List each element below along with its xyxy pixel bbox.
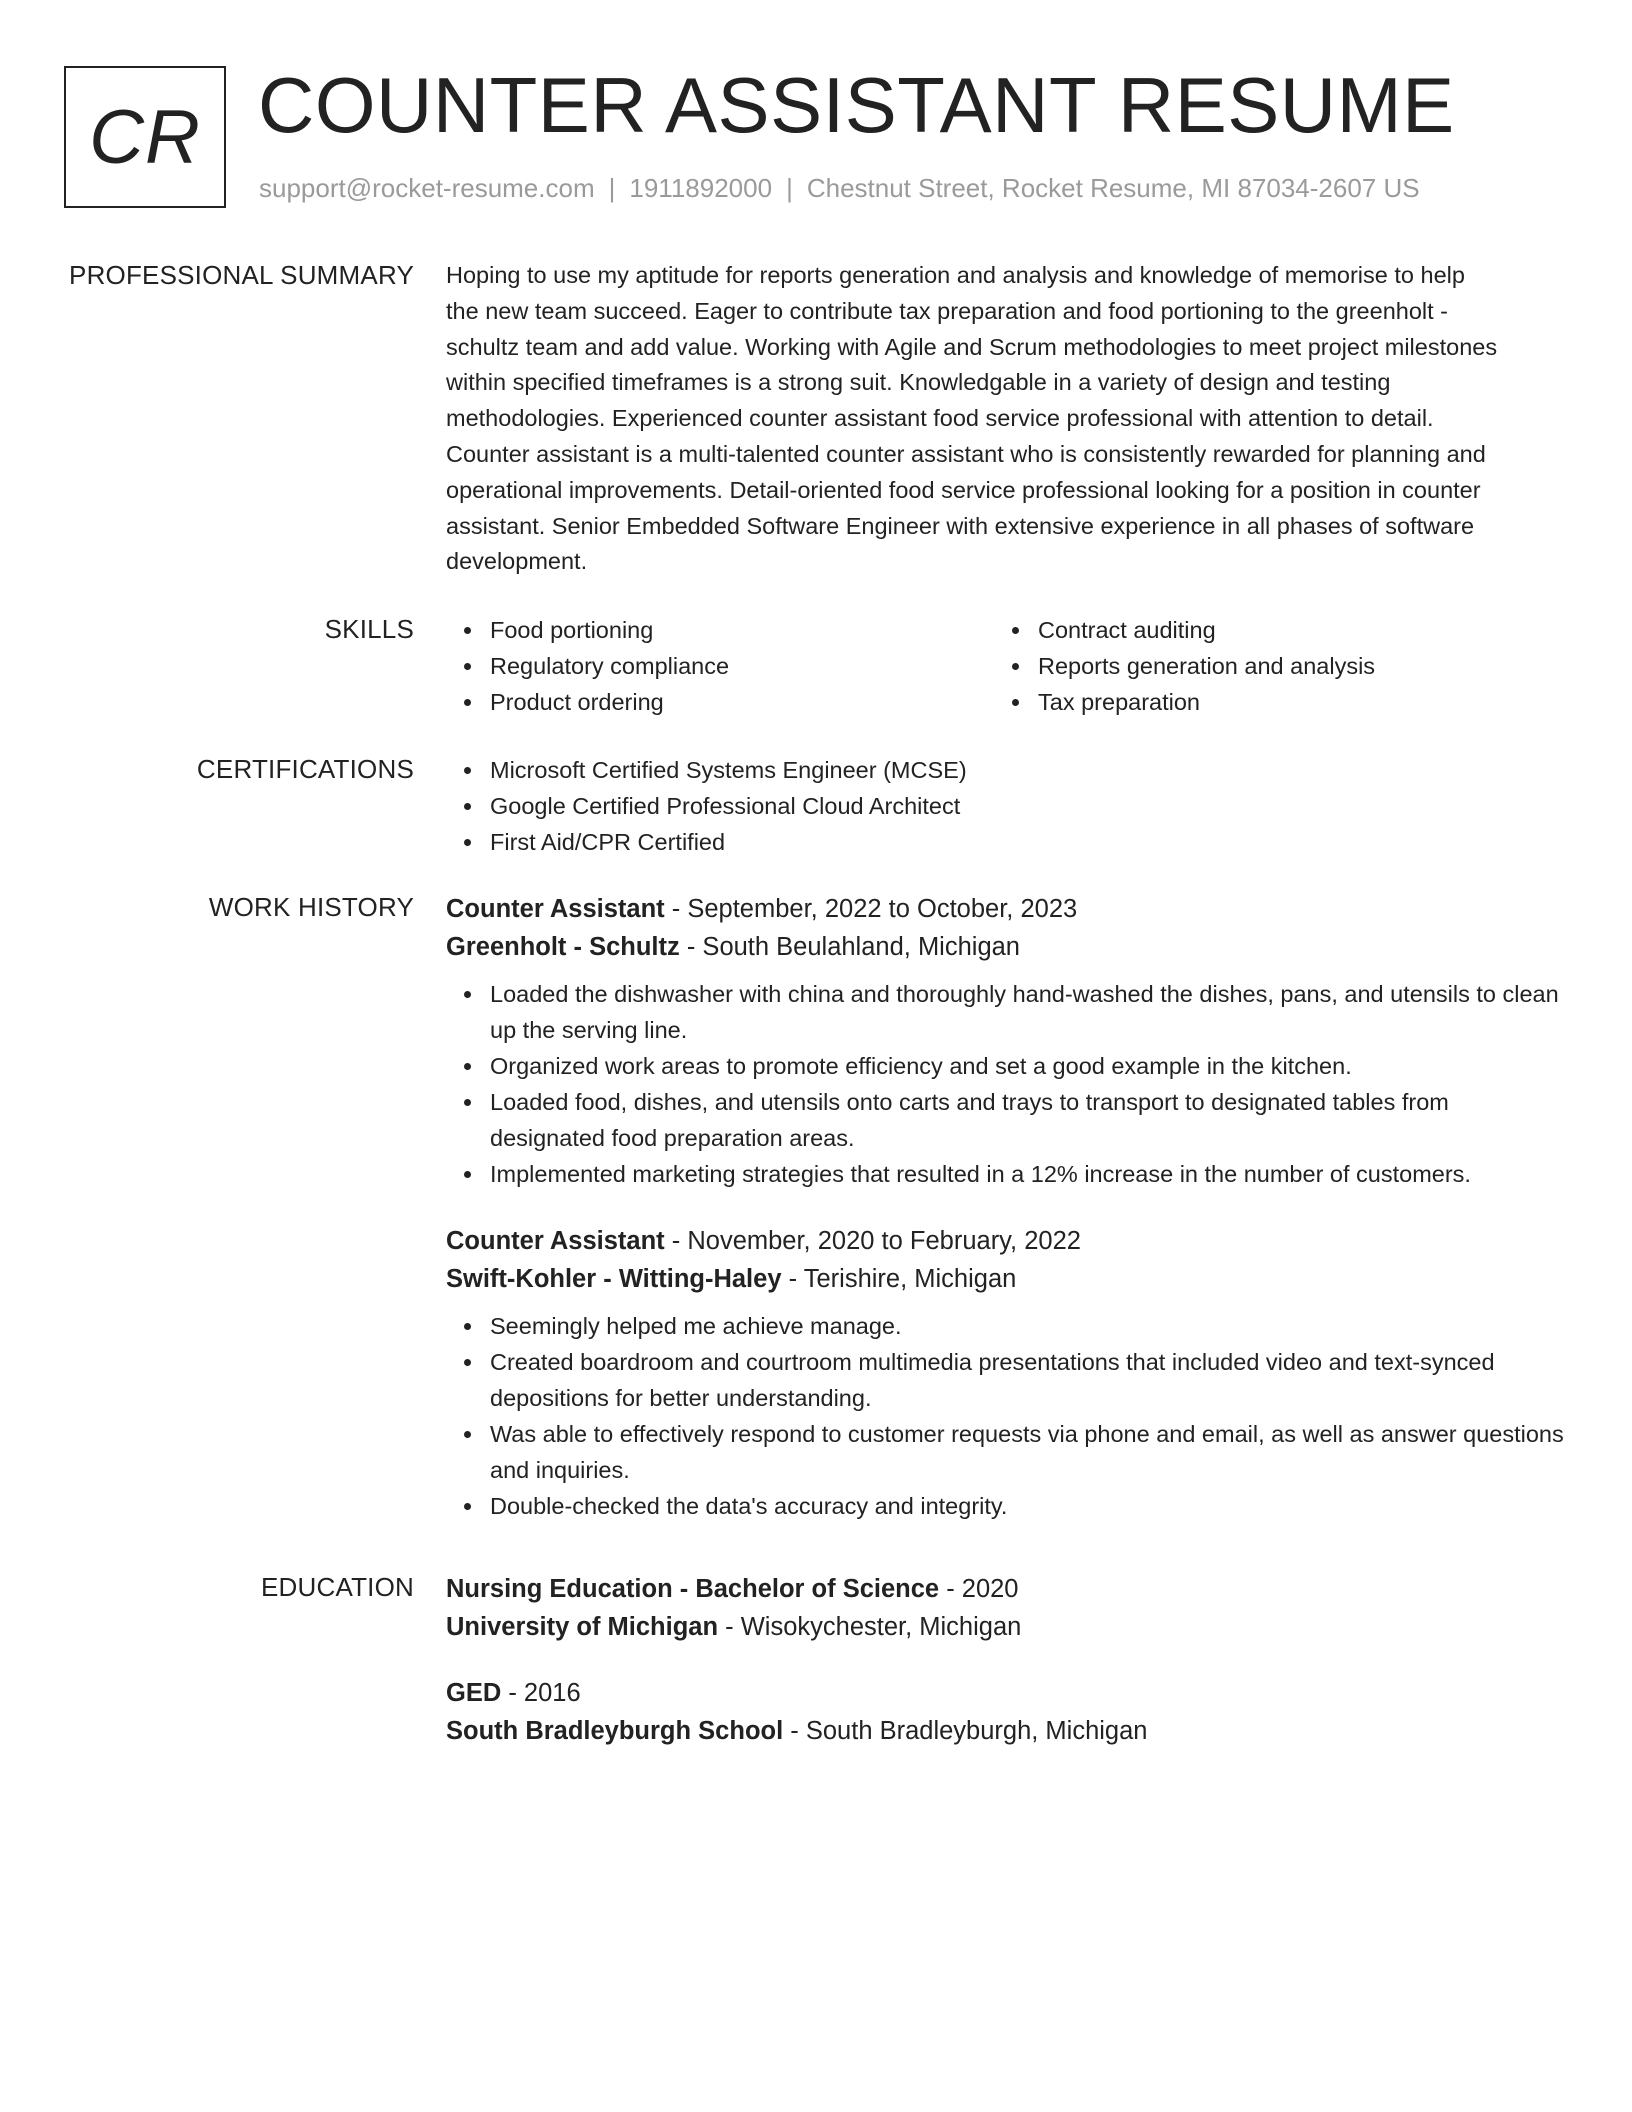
job-duty: Was able to effectively respond to customer requests via phone and email, as well as answer questions and inquiries.	[446, 1416, 1566, 1488]
certifications-list	[446, 752, 1566, 860]
job-title-line	[446, 1222, 1566, 1260]
education-label: EDUCATION	[261, 1572, 414, 1602]
job-employer-line	[446, 928, 1566, 966]
certification-item: Microsoft Certified Systems Engineer (MCSE)	[446, 752, 1566, 788]
job-employer: Swift-Kohler - Witting-Haley	[446, 1265, 782, 1293]
education-school-line	[446, 1712, 1566, 1750]
skills-list-right	[994, 612, 1542, 720]
job-duties-list	[446, 976, 1566, 1192]
job-employer: Greenholt - Schultz	[446, 933, 680, 961]
skills-label: SKILLS	[324, 614, 414, 644]
education-school-line	[446, 1608, 1566, 1646]
job-dates: - September, 2022 to October, 2023	[671, 895, 1078, 923]
job-duty: Seemingly helped me achieve manage.	[446, 1308, 1566, 1344]
contact-phone[interactable]: 1911892000	[629, 173, 773, 203]
education-degree: Nursing Education - Bachelor of Science	[446, 1575, 940, 1603]
skill-item: Product ordering	[446, 684, 994, 720]
job-duty: Organized work areas to promote efficiency and set a good example in the kitchen.	[446, 1048, 1566, 1084]
education-degree-line	[446, 1570, 1566, 1608]
summary-line: within specified timeframes is a strong suit. Knowledgable in a variety of design and testing	[446, 369, 1391, 396]
job-title: Counter Assistant	[446, 1227, 665, 1255]
education-school: South Bradleyburgh School	[446, 1717, 784, 1745]
summary-label: PROFESSIONAL SUMMARY	[69, 260, 414, 290]
job-duties-list	[446, 1308, 1566, 1524]
job-title: Counter Assistant	[446, 895, 665, 923]
job-location: - Terishire, Michigan	[788, 1265, 1017, 1293]
job-location: - South Beulahland, Michigan	[686, 933, 1020, 961]
contact-separator: |	[786, 173, 793, 203]
summary-line: the new team succeed. Eager to contribute tax preparation and food portioning to the greenholt -	[446, 297, 1449, 324]
education-school: University of Michigan	[446, 1613, 719, 1641]
summary-line: Counter assistant is a multi-talented counter assistant who is consistently rewarded for planning and	[446, 440, 1486, 467]
education-year: - 2020	[946, 1575, 1019, 1603]
job-duty: Double-checked the data's accuracy and integrity.	[446, 1488, 1566, 1524]
skill-item: Tax preparation	[994, 684, 1542, 720]
monogram-logo: CR	[64, 66, 226, 208]
summary-line: assistant. Senior Embedded Software Engineer with extensive experience in all phases of software	[446, 512, 1475, 539]
education-degree: GED	[446, 1679, 502, 1707]
certifications-body	[446, 752, 1566, 860]
contact-email[interactable]: support@rocket-resume.com	[259, 173, 595, 203]
summary-line: methodologies. Experienced counter assistant food service professional with attention to detail.	[446, 405, 1434, 432]
certification-item: First Aid/CPR Certified	[446, 824, 1566, 860]
education-location: - Wisokychester, Michigan	[725, 1613, 1022, 1641]
education-entry	[446, 1674, 1566, 1750]
summary-line: Hoping to use my aptitude for reports generation and analysis and knowledge of memorise to help	[446, 262, 1465, 288]
job-entry	[446, 1222, 1566, 1524]
contact-line	[259, 172, 1420, 204]
work-history-body	[446, 890, 1566, 1554]
summary-line: schultz team and add value. Working with Agile and Scrum methodologies to meet project milestones	[446, 333, 1498, 360]
summary-line: development.	[446, 548, 588, 575]
education-entry	[446, 1570, 1566, 1646]
education-location: - South Bradleyburgh, Michigan	[790, 1717, 1148, 1745]
job-entry	[446, 890, 1566, 1192]
summary-line: operational improvements. Detail-oriented food service professional looking for a position in counter	[446, 476, 1481, 503]
job-duty: Implemented marketing strategies that resulted in a 12% increase in the number of customers.	[446, 1156, 1566, 1192]
summary-text	[446, 258, 1566, 580]
skill-item: Reports generation and analysis	[994, 648, 1542, 684]
skills-body	[446, 612, 1566, 720]
education-body	[446, 1570, 1566, 1778]
skill-item: Food portioning	[446, 612, 994, 648]
skill-item: Regulatory compliance	[446, 648, 994, 684]
contact-address: Chestnut Street, Rocket Resume, MI 87034-2607 US	[806, 173, 1420, 203]
certifications-label: CERTIFICATIONS	[196, 754, 414, 784]
resume-title: COUNTER ASSISTANT RESUME	[258, 61, 1455, 149]
job-duty: Loaded the dishwasher with china and thoroughly hand-washed the dishes, pans, and utensils to clean up the serving line.	[446, 976, 1566, 1048]
job-duty: Created boardroom and courtroom multimedia presentations that included video and text-synced depositions for better understanding.	[446, 1344, 1566, 1416]
job-title-line	[446, 890, 1566, 928]
job-dates: - November, 2020 to February, 2022	[671, 1227, 1081, 1255]
certification-item: Google Certified Professional Cloud Architect	[446, 788, 1566, 824]
work-history-label: WORK HISTORY	[208, 892, 414, 922]
job-employer-line	[446, 1260, 1566, 1298]
skills-list-left	[446, 612, 994, 720]
resume-header	[64, 61, 1574, 208]
education-degree-line	[446, 1674, 1566, 1712]
skill-item: Contract auditing	[994, 612, 1542, 648]
contact-separator: |	[608, 173, 616, 203]
education-year: - 2016	[508, 1679, 581, 1707]
job-duty: Loaded food, dishes, and utensils onto carts and trays to transport to designated tables from designated food preparation areas.	[446, 1084, 1566, 1156]
